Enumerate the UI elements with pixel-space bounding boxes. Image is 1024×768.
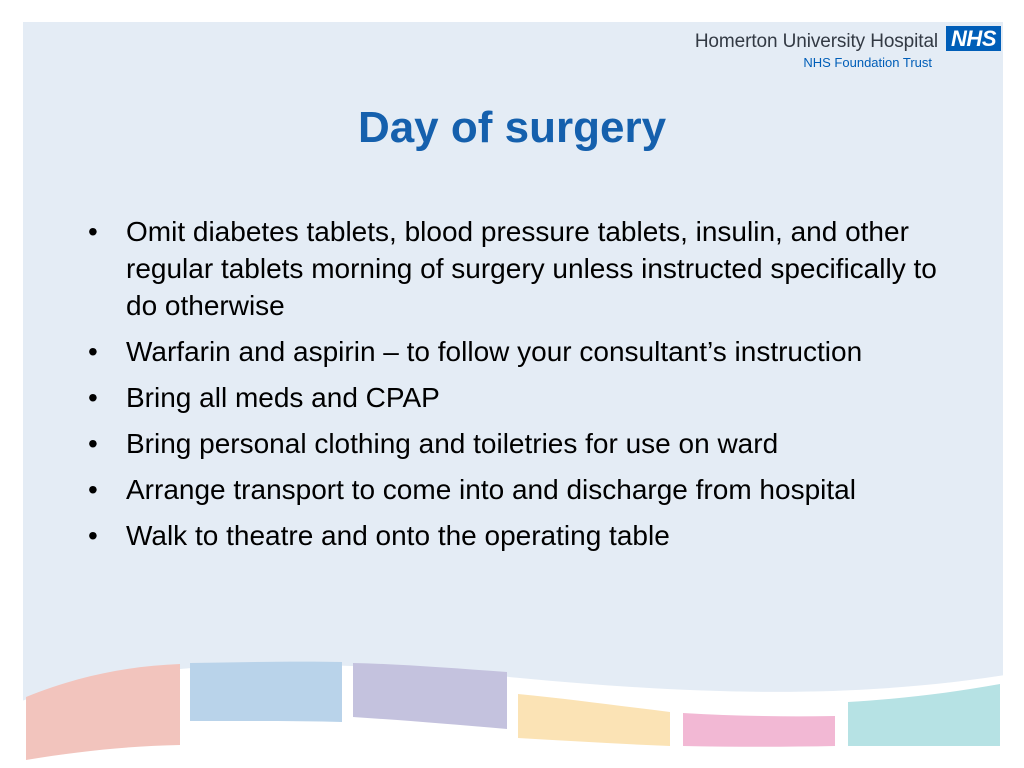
bullet-text: Bring personal clothing and toiletries for use on ward: [126, 428, 779, 459]
bullet-text: Walk to theatre and onto the operating table: [126, 520, 670, 551]
ribbon-blue-segment: [190, 662, 342, 722]
nhs-logo: NHS: [946, 26, 1001, 51]
bullet-glyph: •: [88, 336, 98, 367]
slide-title: Day of surgery: [357, 103, 667, 152]
trust-subtitle: NHS Foundation Trust: [803, 55, 932, 70]
ribbon-rose-segment: [683, 713, 835, 747]
bullet-text: Warfarin and aspirin – to follow your consultant’s instruction: [126, 336, 863, 367]
bullet-text: Arrange transport to come into and discharge from hospital: [126, 474, 856, 505]
bullet-text: Bring all meds and CPAP: [126, 382, 440, 413]
bullet-glyph: •: [88, 216, 98, 247]
ribbon-pink-segment: [26, 664, 180, 760]
hospital-name: Homerton University Hospital: [694, 31, 939, 52]
bullet-text: Omit diabetes tablets, blood pressure tablets, insulin, and other regular tablets morning of surgery unless instructed specifically to do otherwise: [126, 216, 937, 321]
bullet-glyph: •: [88, 382, 98, 413]
bullet-glyph: •: [88, 428, 98, 459]
bullet-glyph: •: [88, 520, 98, 551]
bullet-glyph: •: [88, 474, 98, 505]
